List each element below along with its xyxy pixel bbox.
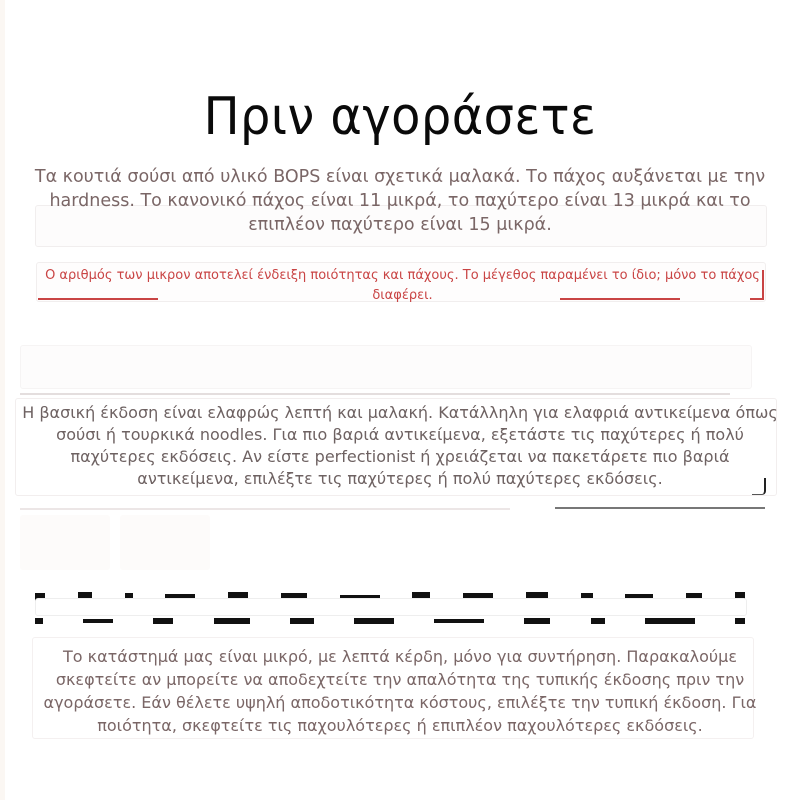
artifact-line (20, 393, 730, 395)
artifact-line (20, 508, 510, 510)
left-edge-strip (0, 0, 5, 800)
basic-version-text: Η βασική έκδοση είναι ελαφρώς λεπτή και μαλακή. Κατάλληλη για ελαφριά αντικείμενα όπως σούσι ή τουρκικά noodles. Για πιο βαριά αντικείμενα, εξετάστε τις παχύτερες ή πολύ παχύτερες εκδόσεις. Αν είστε perfectionist ή χρειάζεται να πακετάρετε πιο βαριά αντικείμενα, επιλέξτε τις παχύτερες ή πολύ παχύτερες εκδόσεις. (22, 403, 778, 488)
faint-block (120, 515, 210, 570)
page-title: Πριν αγοράσετε (203, 86, 597, 147)
faint-block (20, 515, 110, 570)
artifact-glyph-row (35, 614, 745, 628)
artifact-line (555, 507, 765, 509)
store-note-text: Το κατάστημά μας είναι μικρό, με λεπτά κέρδη, μόνο για συντήρηση. Παρακαλούμε σκεφτείτε αν μπορείτε να αποδεχτείτε την απαλότητα της τυπικής έκδοσης πριν την αγοράσετε. Εάν θέλετε υψηλή αποδοτικότητα κόστους, επιλέξτε την τυπική έκδοση. Για ποιότητα, σκεφτείτε τις παχουλότερες ή επιπλέον παχουλότερες εκδόσεις. (43, 647, 757, 735)
faint-block (20, 345, 752, 389)
thickness-info-text: Τα κουτιά σούσι από υλικό BOPS είναι σχετικά μαλακά. Το πάχος αυξάνεται με την hardness. Το κανονικό πάχος είναι 11 μικρά, το παχύτερο είναι 13 μικρά και το επιπλέον παχύτερο είναι 15 μικρά. (34, 167, 766, 235)
quality-note-text: Ο αριθμός των μικρον αποτελεί ένδειξη ποιότητας και πάχους. Το μέγεθος παραμένει το ίδιο; μόνο το πάχος διαφέρει. (45, 268, 760, 303)
